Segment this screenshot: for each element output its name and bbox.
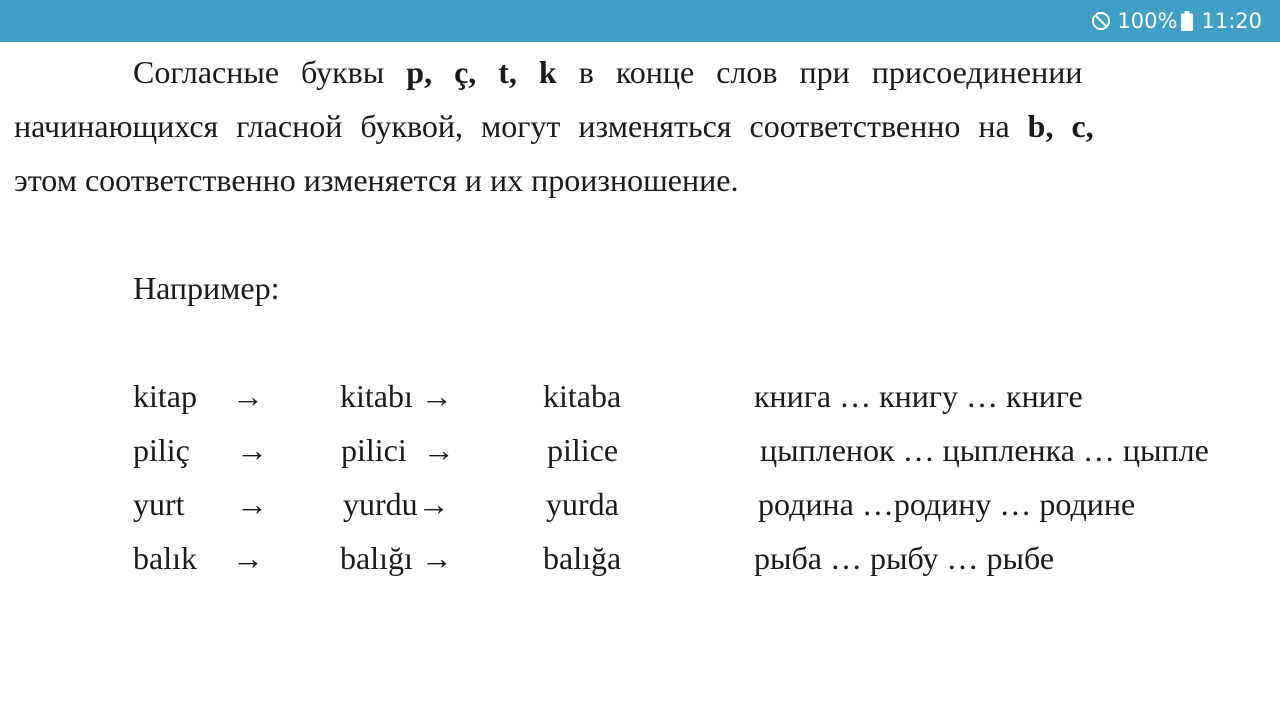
example-label: Например: — [133, 270, 280, 306]
paragraph-text: в конце слов при присоединении — [578, 54, 1083, 90]
dative-word: yurda — [546, 486, 619, 522]
paragraph-line-2 — [14, 108, 1094, 145]
translation: рыба … рыбу … рыбе — [754, 540, 1055, 576]
arrow: → — [232, 540, 264, 576]
paragraph-text: начинающихся гласной буквой, могут изменяться соответственно на — [14, 108, 1010, 144]
bold-letter: t, — [498, 54, 517, 90]
base-word: piliç — [133, 432, 190, 468]
arrow: → — [422, 432, 455, 468]
dative-word: balığa — [543, 540, 622, 576]
base-word: yurt — [133, 486, 185, 522]
paragraph-text: Согласные буквы — [133, 54, 385, 90]
paragraph-text: этом соответственно изменяется и их произношение. — [14, 162, 739, 198]
accusative-word: pilici → — [341, 432, 455, 468]
arrow: → — [232, 378, 264, 414]
status-bar — [0, 0, 1280, 42]
example-row — [0, 432, 1280, 482]
document-page — [0, 42, 1280, 720]
translation: цыпленок … цыпленка … цыпле — [760, 432, 1209, 468]
bold-letter: p, — [406, 54, 433, 90]
example-row — [0, 540, 1280, 590]
example-row — [0, 486, 1280, 536]
arrow: → — [417, 486, 450, 522]
accusative-word: kitabı → — [340, 378, 453, 414]
translation: родина …родину … родине — [758, 486, 1136, 522]
battery-icon — [1181, 11, 1193, 31]
battery-percent: 100% — [1117, 9, 1178, 33]
arrow: → — [236, 486, 268, 522]
bold-letter: k — [538, 54, 557, 90]
dative-word: kitaba — [543, 378, 622, 414]
example-row — [0, 378, 1280, 428]
translation: книга … книгу … книге — [754, 378, 1083, 414]
accusative-word: yurdu→ — [343, 486, 450, 522]
dative-word: pilice — [547, 432, 619, 468]
bold-letter: b, c, — [1027, 108, 1094, 144]
paragraph-line-3 — [14, 162, 738, 199]
paragraph-line-1 — [133, 54, 1082, 91]
arrow: → — [236, 432, 268, 468]
accusative-word: balığı → — [340, 540, 453, 576]
do-not-disturb-icon — [1091, 11, 1111, 31]
arrow: → — [420, 378, 453, 414]
arrow: → — [420, 540, 453, 576]
bold-letter: ç, — [454, 54, 477, 90]
clock-time: 11:20 — [1201, 9, 1262, 33]
base-word: kitap — [133, 378, 197, 414]
base-word: balık — [133, 540, 197, 576]
